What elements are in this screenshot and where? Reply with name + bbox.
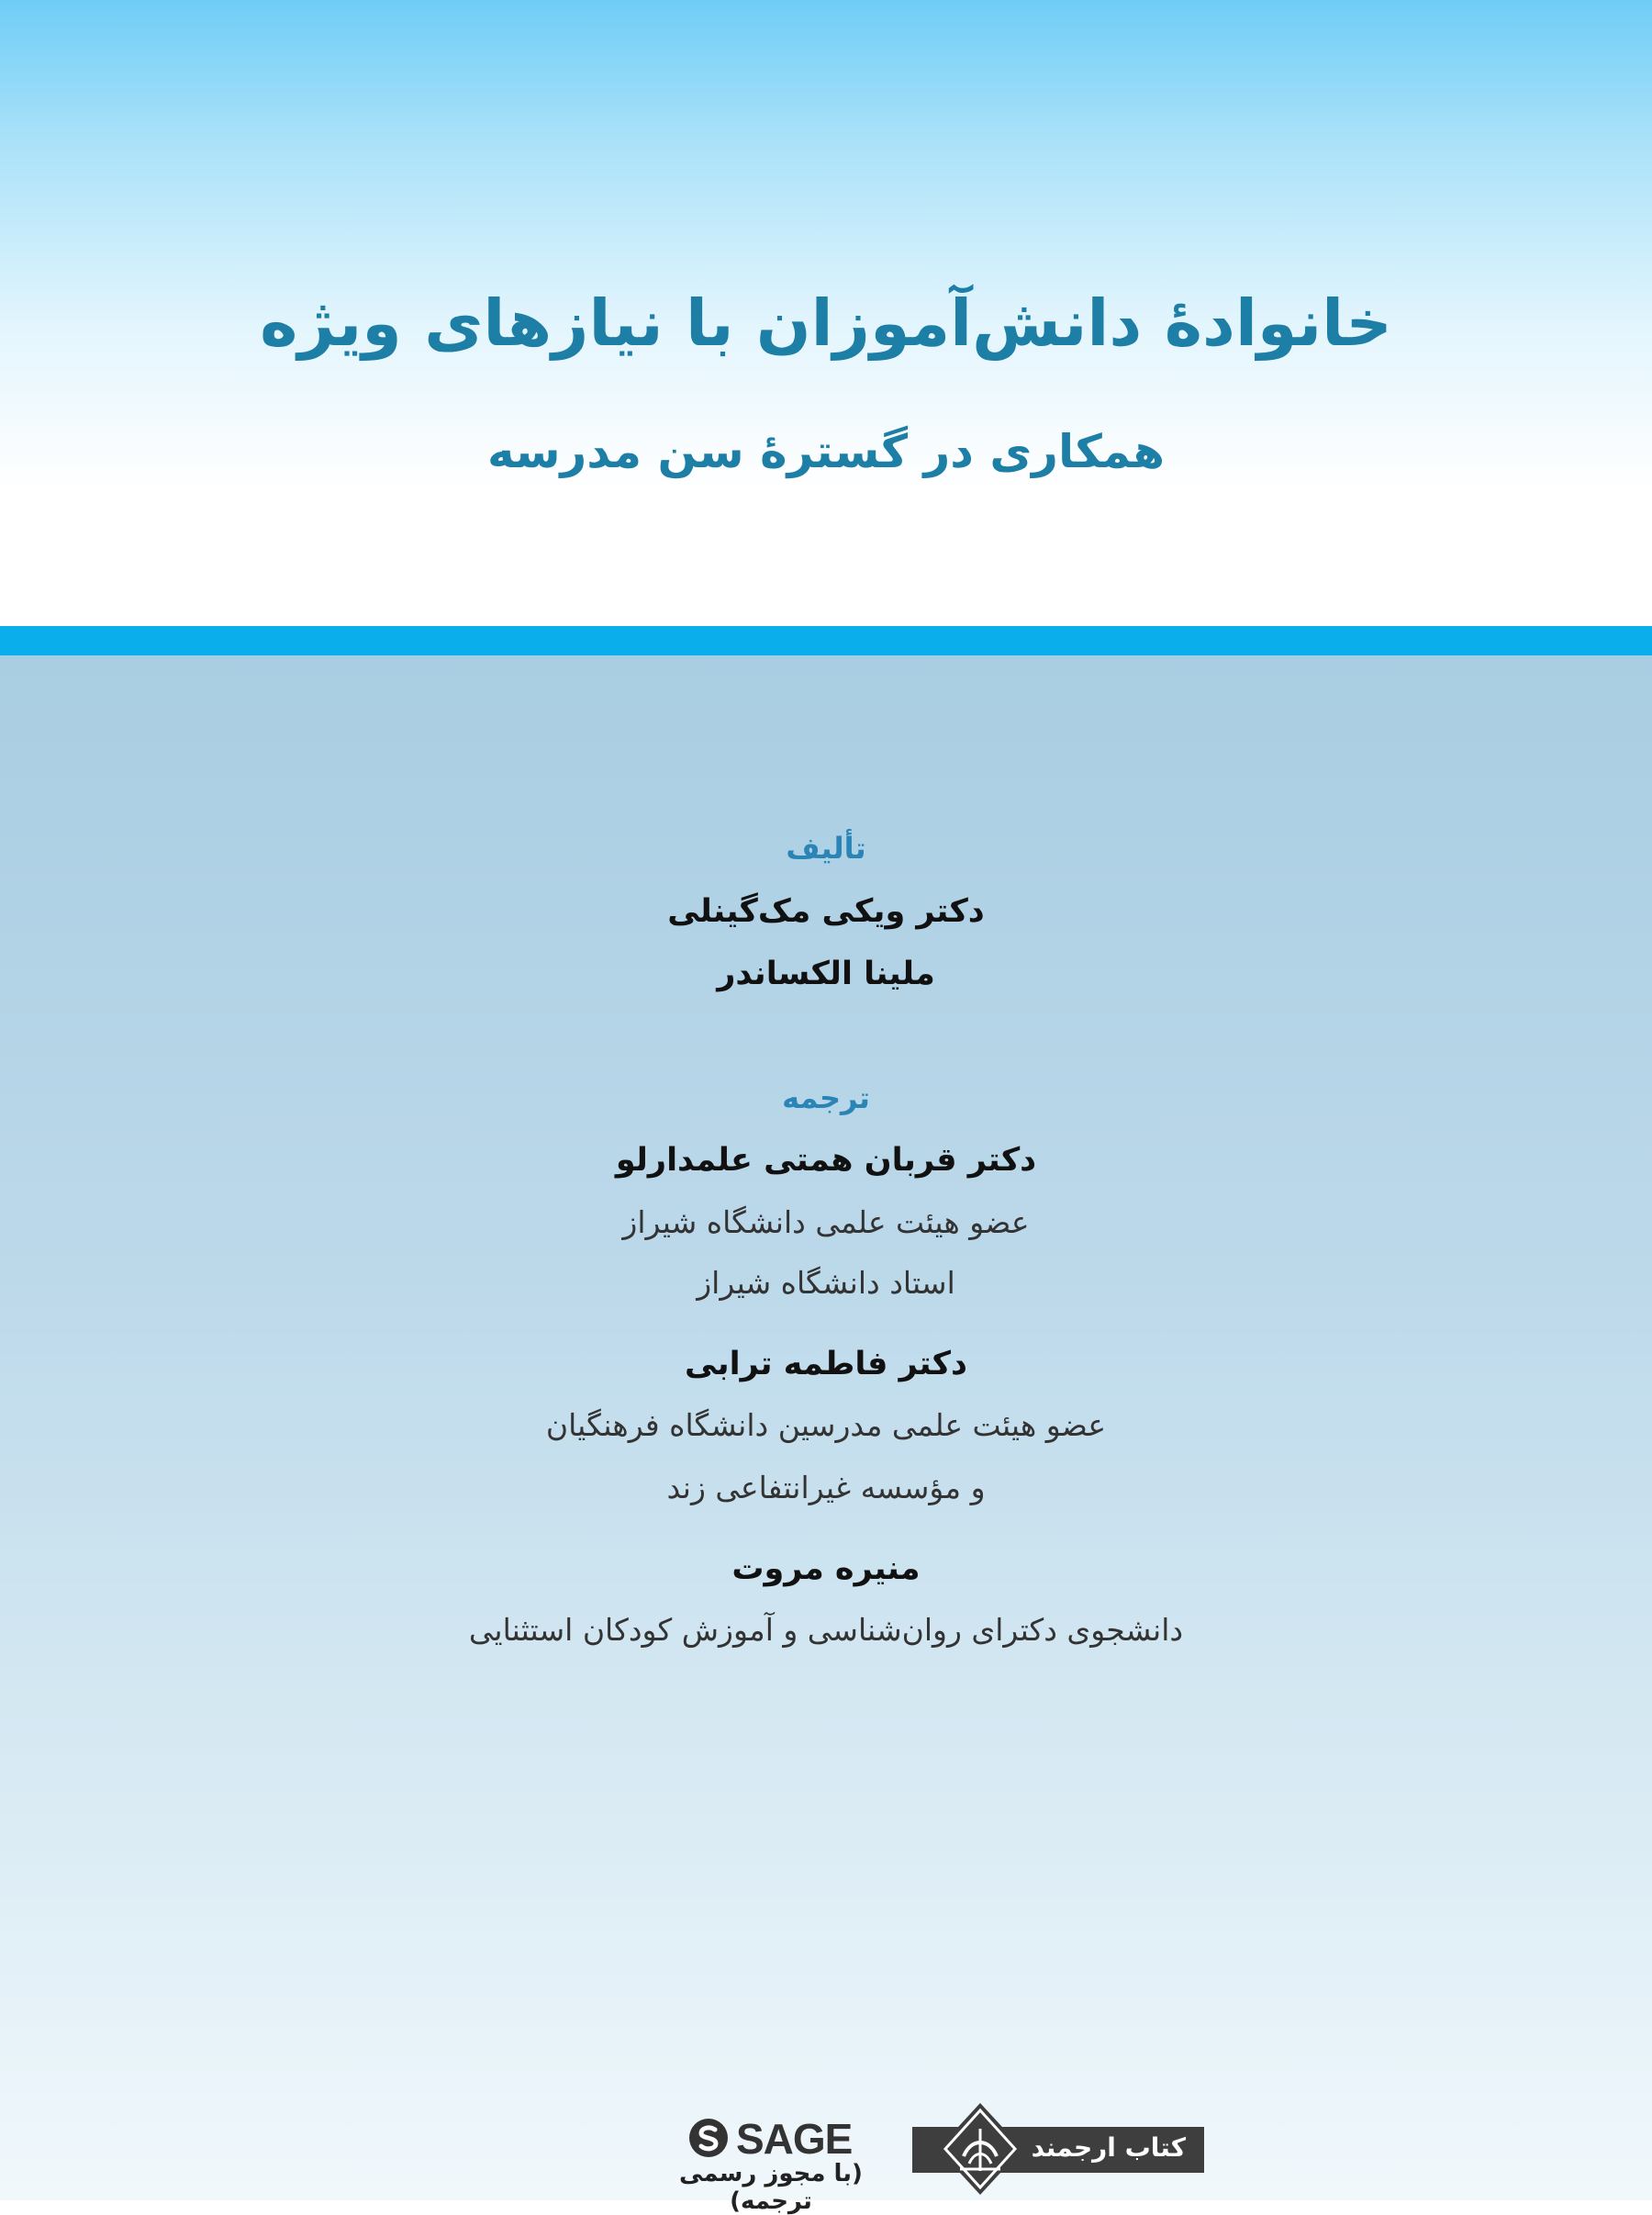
translator-name: منیره مروت bbox=[731, 1550, 921, 1587]
translator-affiliation: دانشجوی دکترای روان‌شناسی و آموزش کودکان استثنایی bbox=[468, 1612, 1184, 1648]
divider-bar bbox=[0, 626, 1652, 655]
translator-affiliation: عضو هیئت علمی مدرسین دانشگاه فرهنگیان bbox=[545, 1407, 1107, 1443]
translator-affiliation: استاد دانشگاه شیراز bbox=[697, 1265, 955, 1301]
authorship-label: تألیف bbox=[786, 831, 866, 866]
translator-affiliation: و مؤسسه غیرانتفاعی زند bbox=[666, 1470, 986, 1505]
author-name: دکتر ویکی مک‌گینلی bbox=[667, 893, 985, 930]
translator-name: دکتر فاطمه ترابی bbox=[685, 1346, 967, 1382]
arjmand-name: کتاب ارجمند bbox=[1031, 2132, 1186, 2163]
arjmand-emblem-icon bbox=[936, 2101, 1024, 2197]
license-note: (با مجوز رسمی ترجمه) bbox=[679, 2160, 863, 2215]
author-name: ملینا الکساندر bbox=[717, 956, 935, 992]
sage-wordmark: SAGE bbox=[736, 2115, 853, 2163]
book-title: خانوادهٔ دانش‌آموزان با نیازهای ویژه bbox=[260, 285, 1392, 361]
book-subtitle: همکاری در گسترهٔ سن مدرسه bbox=[487, 425, 1165, 478]
translation-label: ترجمه bbox=[782, 1080, 870, 1115]
sage-emblem-icon bbox=[688, 2118, 729, 2158]
header-gradient bbox=[0, 0, 1652, 626]
translator-name: دکتر قربان همتی علمدارلو bbox=[615, 1142, 1037, 1179]
sage-logo bbox=[688, 2112, 854, 2164]
translator-affiliation: عضو هیئت علمی دانشگاه شیراز bbox=[622, 1204, 1030, 1240]
publisher-logos bbox=[0, 2098, 1652, 2215]
